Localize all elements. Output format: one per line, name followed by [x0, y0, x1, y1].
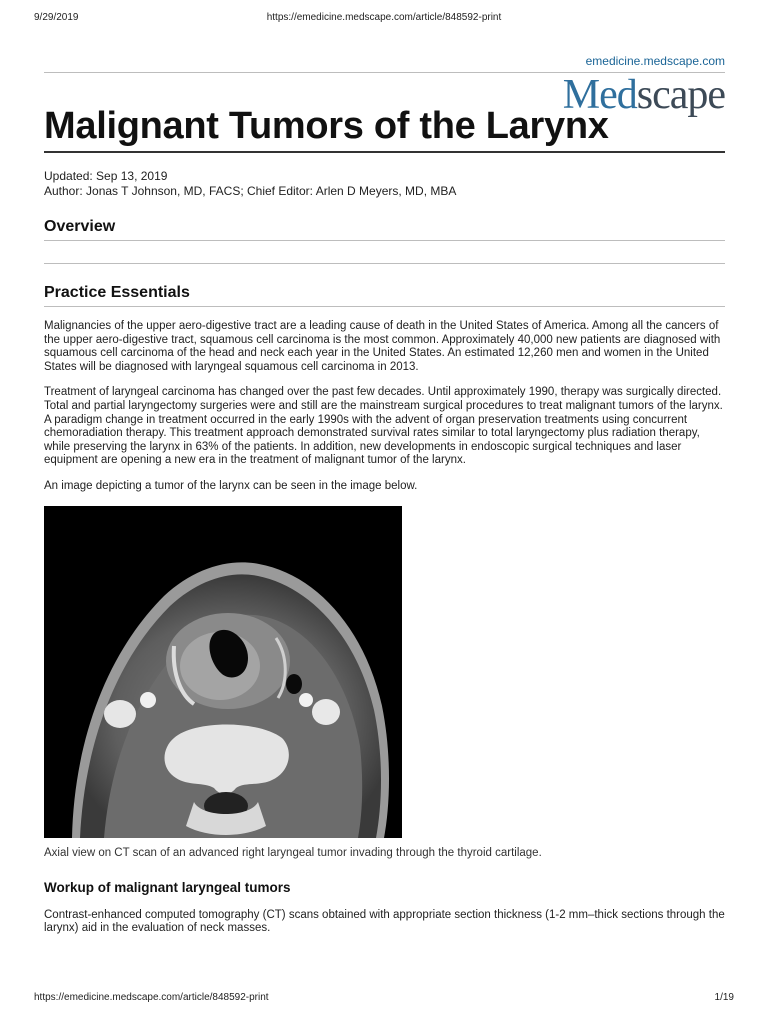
logo-part-scape: scape — [636, 72, 725, 118]
logo-part-med: Med — [562, 72, 637, 118]
medscape-logo — [562, 72, 725, 118]
paragraph-2: Treatment of laryngeal carcinoma has changed over the past few decades. Until approximately 1990, therapy was surgically directed. Total and partial laryngectomy surgeries were and still are the mainstream surgical procedures to treat malignant tumors of the larynx. A paradigm change in treatment occurred in the early 1990s with the advent of organ preservation treatments using concurrent chemoradiation therapy. This treatment approach demonstrated survival rates similar to total laryngectomy plus radiation therapy, while preserving the larynx in 63% of the patients. In addition, new developments in endoscopic surgical techniques and laser equipment are opening a new era in the treatment of malignant tumor of the larynx. — [44, 386, 723, 467]
site-row — [44, 52, 725, 72]
paragraph-3: An image depicting a tumor of the larynx can be seen in the image below. — [44, 479, 418, 492]
workup-paragraph: Contrast-enhanced computed tomography (CT) scans obtained with appropriate section thickness (1-2 mm–thick sections through the larynx) aid in the evaluation of neck masses. — [44, 908, 725, 935]
author-line: Author: Jonas T Johnson, MD, FACS; Chief Editor: Arlen D Meyers, MD, MBA — [44, 184, 457, 198]
practice-essentials-divider — [44, 306, 725, 307]
print-url: https://emedicine.medscape.com/article/848592-print — [266, 12, 502, 23]
footer-url: https://emedicine.medscape.com/article/848592-print — [34, 992, 269, 1003]
subsection-heading-workup: Workup of malignant laryngeal tumors — [44, 879, 291, 895]
article-meta — [44, 169, 725, 199]
site-link[interactable]: emedicine.medscape.com — [585, 54, 725, 68]
figure-caption: Axial view on CT scan of an advanced right laryngeal tumor invading through the thyroid cartilage. — [44, 846, 542, 859]
page-title: Malignant Tumors of the Larynx — [44, 105, 609, 147]
article — [44, 52, 725, 936]
section-heading-practice-essentials: Practice Essentials — [44, 284, 190, 301]
page-number: 1/19 — [714, 992, 734, 1003]
section-heading-overview: Overview — [44, 218, 116, 235]
paragraph-1: Malignancies of the upper aero-digestive tract are a leading cause of death in the United States of America. Among all the cancers of the upper aero-digestive tract, squamous cell carcinoma is the most common. Approximately 40,000 new patients are diagnosed with squamous cell carcinoma of the head and neck each year in the United States. An estimated 12,260 men and women in the United States will be diagnosed with laryngeal squamous cell carcinoma in 2013. — [44, 320, 721, 373]
logo-row — [44, 72, 725, 118]
print-date: 9/29/2019 — [34, 12, 79, 23]
overview-divider — [44, 240, 725, 241]
title-divider — [44, 151, 725, 153]
ct-scan-image — [44, 506, 402, 838]
overview-divider-2 — [44, 263, 725, 264]
updated-date: Updated: Sep 13, 2019 — [44, 169, 168, 183]
